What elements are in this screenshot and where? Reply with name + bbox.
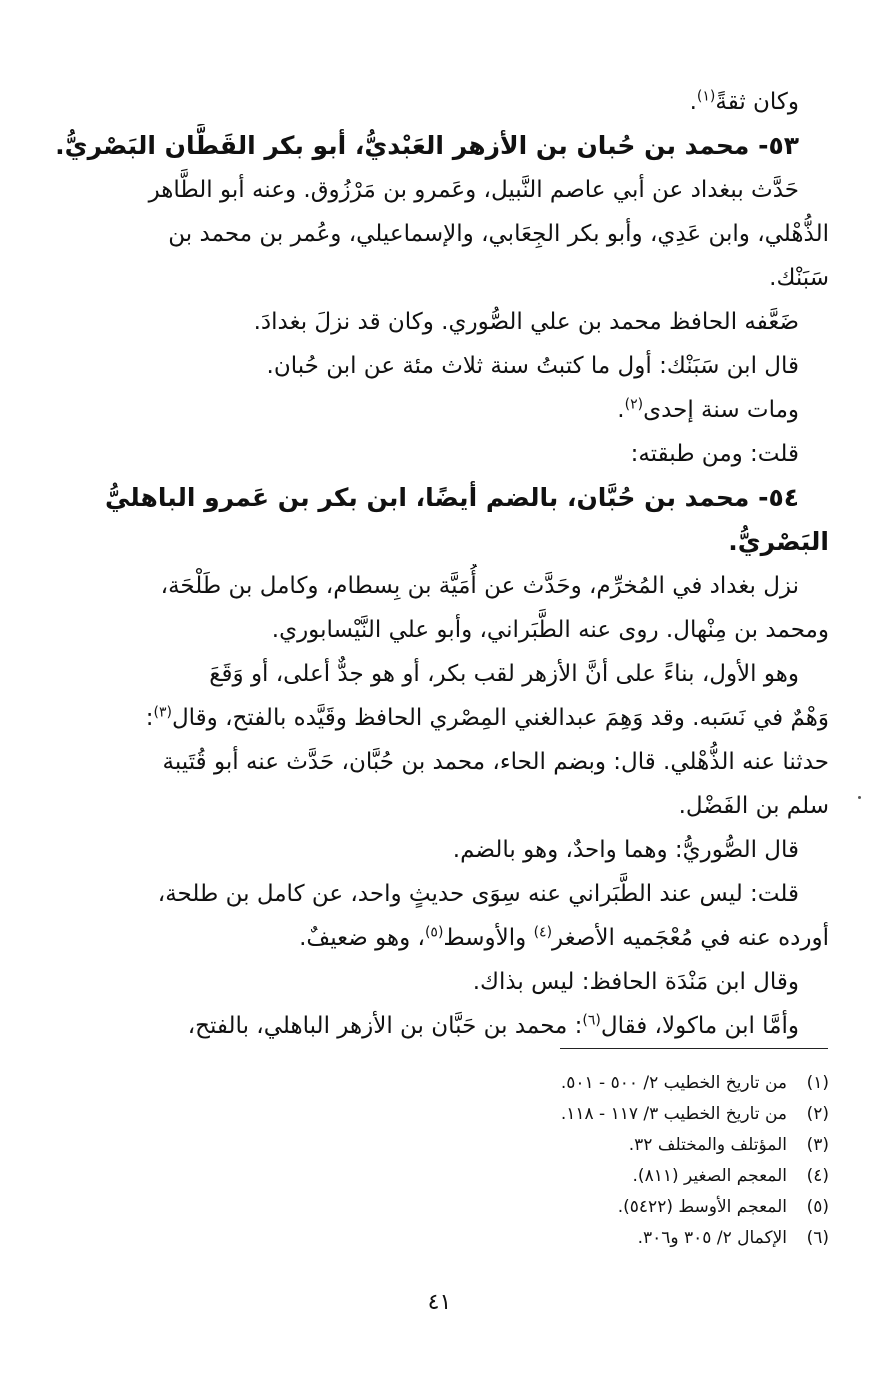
text-line: وقال ابن مَنْدَة الحافظ: ليس بذاك. [472, 969, 799, 995]
footnote-item [409, 1099, 829, 1130]
entry-heading-54: ٥٤- محمد بن حُبَّان، بالضم أيضًا، ابن بكر بن عَمرو الباهليُّ [105, 483, 799, 512]
text-line: وَهْمٌ في نَسَبه. وقد وَهِمَ عبدالغني المِصْري الحافظ وقَيَّده بالفتح، وقال$^{(٣)}$: [145, 704, 829, 731]
footnote-item [409, 1130, 829, 1161]
footnote-item [409, 1161, 829, 1192]
text-line: حَدَّث ببغداد عن أبي عاصم النَّبيل، وعَمرو بن مَرْزُوق. وعنه أبو الطَّاهر [148, 177, 799, 203]
footnote-separator [560, 1048, 828, 1049]
main-text [44, 80, 829, 1048]
text-line: ومحمد بن مِنْهال. روى عنه الطَّبَراني، وأبو علي النَّيْسابوري. [271, 617, 829, 643]
footnote-ref: (٢) [624, 396, 644, 413]
text-line: ومات سنة إحدى$^{(٢)}$. [617, 396, 799, 423]
text-run: : محمد بن حَبَّان بن الأزهر الباهلي، بالفتح، [187, 1013, 583, 1039]
text-line: قال ابن سَبَنْك: أول ما كتبتُ سنة ثلاث مئة عن ابن حُبان. [266, 353, 799, 379]
text-line: قال الصُّوريُّ: وهما واحدٌ، وهو بالضم. [452, 837, 799, 863]
footnote-text: من تاريخ الخطيب ٣/ ١١٧ - ١١٨. [560, 1104, 787, 1124]
footnote-text: المعجم الصغير (٨١١). [632, 1166, 787, 1186]
text-run: والأوسط [443, 925, 527, 951]
text-line: وهو الأول، بناءً على أنَّ الأزهر لقب بكر، أو هو جدٌّ أعلى، أو وَقَعَ [209, 661, 799, 687]
page-number: ٤١ [427, 1290, 452, 1315]
text-line: قلت: ليس عند الطَّبَراني عنه سِوَى حديثٍ واحد، عن كامل بن طلحة، [157, 881, 799, 907]
text-line: وكان ثقةً$^{(١)}$. [689, 88, 799, 115]
text-line: سلم بن الفَضْل. [678, 793, 829, 819]
text-run: ، وهو ضعيفٌ. [299, 925, 425, 951]
entry-heading-53: ٥٣- محمد بن حُبان بن الأزهر العَبْديُّ، أبو بكر القَطَّان البَصْريُّ. [55, 131, 799, 160]
footnote-ref: (٥) [424, 924, 444, 941]
text-run: وكان ثقةً [715, 89, 799, 115]
footnote-item [409, 1068, 829, 1099]
footnote-number: (١) [806, 1073, 829, 1093]
footnotes [409, 1068, 829, 1254]
text-run: وَهْمٌ في نَسَبه. وقد وَهِمَ عبدالغني المِصْري الحافظ وقَيَّده بالفتح، وقال [171, 705, 829, 731]
footnote-item [409, 1192, 829, 1223]
text-line: نزل بغداد في المُخرِّم، وحَدَّث عن أُمَيَّة بن بِسطام، وكامل بن طَلْحَة، [160, 573, 799, 599]
footnote-text: المعجم الأوسط (٥٤٢٢). [617, 1197, 787, 1217]
text-line: سَبَنْك. [769, 265, 829, 291]
footnote-number: (٣) [806, 1135, 829, 1155]
footnote-text: الإكمال ٢/ ٣٠٥ و٣٠٦. [637, 1228, 787, 1248]
footnote-number: (٢) [806, 1104, 829, 1124]
margin-dot [858, 796, 861, 799]
text-line [44, 916, 829, 960]
text-run: أورده عنه في مُعْجَميه الأصغر [552, 925, 829, 951]
text-line: قلت: ومن طبقته: [630, 441, 799, 467]
footnote-text: من تاريخ الخطيب ٢/ ٥٠٠ - ٥٠١. [560, 1073, 787, 1093]
footnote-item [409, 1223, 829, 1254]
footnote-number: (٤) [806, 1166, 829, 1186]
text-line: حدثنا عنه الذُّهْلي. قال: وبضم الحاء، محمد بن حُبَّان، حَدَّث عنه أبو قُتَيبة [162, 749, 829, 775]
text-run: وأمَّا ابن ماكولا، فقال [600, 1013, 799, 1039]
footnote-ref: (٦) [582, 1012, 601, 1029]
text-run: ومات سنة إحدى [643, 397, 799, 423]
footnote-number: (٥) [806, 1197, 829, 1217]
footnote-text: المؤتلف والمختلف ٣٢. [628, 1135, 787, 1155]
text-line: الذُّهْلي، وابن عَدِي، وأبو بكر الجِعَابي، والإسماعيلي، وعُمر بن محمد بن [168, 221, 829, 247]
footnote-number: (٦) [806, 1228, 829, 1248]
footnote-ref: (٤) [533, 924, 553, 941]
footnote-ref: (٣) [153, 704, 172, 721]
text-line [44, 1004, 829, 1048]
text-line: ضَعَّفه الحافظ محمد بن علي الصُّوري. وكان قد نزلَ بغدادَ. [253, 309, 799, 335]
footnote-ref: (١) [696, 88, 716, 105]
entry-heading-54-cont: البَصْريُّ. [728, 527, 829, 556]
